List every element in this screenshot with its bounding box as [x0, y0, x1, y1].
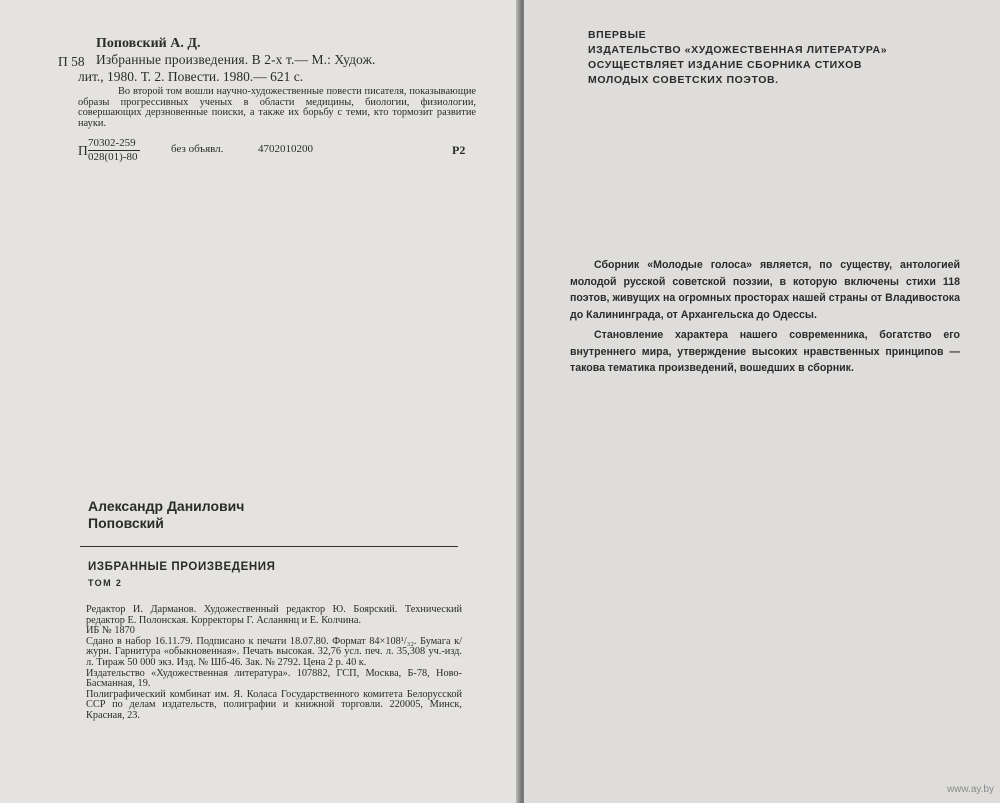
summary-paragraph: Сборник «Молодые голоса» является, по существу, антологией молодой русской советской поэзии, в которую включены стихи 118 поэтов, живущих на огромных просторах нашей страны от Владивостока до Калининграда, от Архангельска до Одессы. — [570, 259, 960, 322]
catalog-code-note: без объявл. — [171, 143, 224, 155]
right-page — [524, 0, 1000, 803]
catalog-annotation: Во второй том вошли научно-художественные повести писателя, показывающие образы прогрессивных ученых в области медицины, биологии, физиологии, совершающих дерзновенные поиски, а также их борьбу с теми, кто тормозит развитие науки. — [78, 86, 476, 129]
imprint-print-details: Сдано в набор 16.11.79. Подписано к печати 18.07.80. Формат 84×108¹/₃₂. Бумага к/журн. Гарнитура «обыкновенная». Печать высокая. 32,76 усл. печ. л. 35,308 уч.-изд. л. Тираж 50 000 экз. Изд. № Шб-46. Зак. № 2792. Цена 2 р. 40 к. — [86, 635, 462, 668]
catalog-code-prefix: П — [78, 143, 88, 158]
publisher-announcement — [588, 28, 887, 88]
announcement-line: ВПЕРВЫЕ — [588, 29, 647, 41]
announcement-line: ИЗДАТЕЛЬСТВО «ХУДОЖЕСТВЕННАЯ ЛИТЕРАТУРА» — [588, 44, 888, 56]
imprint-ib-number: ИБ № 1870 — [86, 625, 135, 637]
collection-summary — [570, 257, 960, 377]
title-divider — [80, 546, 458, 547]
summary-paragraph: Становление характера нашего современника, богатство его внутреннего мира, утверждение высоких нравственных принципов — такова тематика произведений, вошедших в сборник. — [570, 328, 960, 375]
catalog-title-line: Избранные произведения. В 2-х т.— М.: Худож. — [96, 52, 376, 67]
announcement-line: ОСУЩЕСТВЛЯЕТ ИЗДАНИЕ СБОРНИКА СТИХОВ — [588, 59, 863, 71]
catalog-index: П 58 — [58, 54, 85, 69]
book-author-name: Александр Данилович — [88, 498, 245, 514]
catalog-code-fraction — [88, 137, 140, 164]
imprint-publisher: Издательство «Художественная литература». 107882, ГСП, Москва, Б-78, Ново-Басманная, 19. — [86, 667, 462, 690]
book-author — [88, 498, 244, 532]
catalog-author: Поповский А. Д. — [96, 36, 201, 51]
catalog-code-class: Р2 — [452, 143, 466, 157]
catalog-edition-line: лит., 1980. Т. 2. Повести. 1980.— 621 с. — [78, 69, 304, 84]
imprint-printer: Полиграфический комбинат им. Я. Коласа Государственного комитета Белорусской ССР по делам издательств, полиграфии и книжной торговли. 220005, Минск, Красная, 23. — [86, 688, 462, 721]
catalog-code-denominator: 028(01)-80 — [88, 151, 138, 163]
catalog-code-number: 4702010200 — [258, 143, 313, 155]
book-volume: ТОМ 2 — [88, 578, 123, 588]
book-author-surname: Поповский — [88, 515, 164, 531]
site-watermark: www.ay.by — [946, 784, 994, 795]
catalog-code-numerator: 70302-259 — [88, 137, 140, 151]
book-title: ИЗБРАННЫЕ ПРОИЗВЕДЕНИЯ — [88, 561, 276, 573]
announcement-line: МОЛОДЫХ СОВЕТСКИХ ПОЭТОВ. — [588, 74, 779, 86]
imprint-editors: Редактор И. Дарманов. Художественный редактор Ю. Боярский. Технический редактор Е. Полонская. Корректоры Г. Асланянц и Е. Колчина. — [86, 604, 462, 626]
imprint-block — [86, 605, 462, 722]
